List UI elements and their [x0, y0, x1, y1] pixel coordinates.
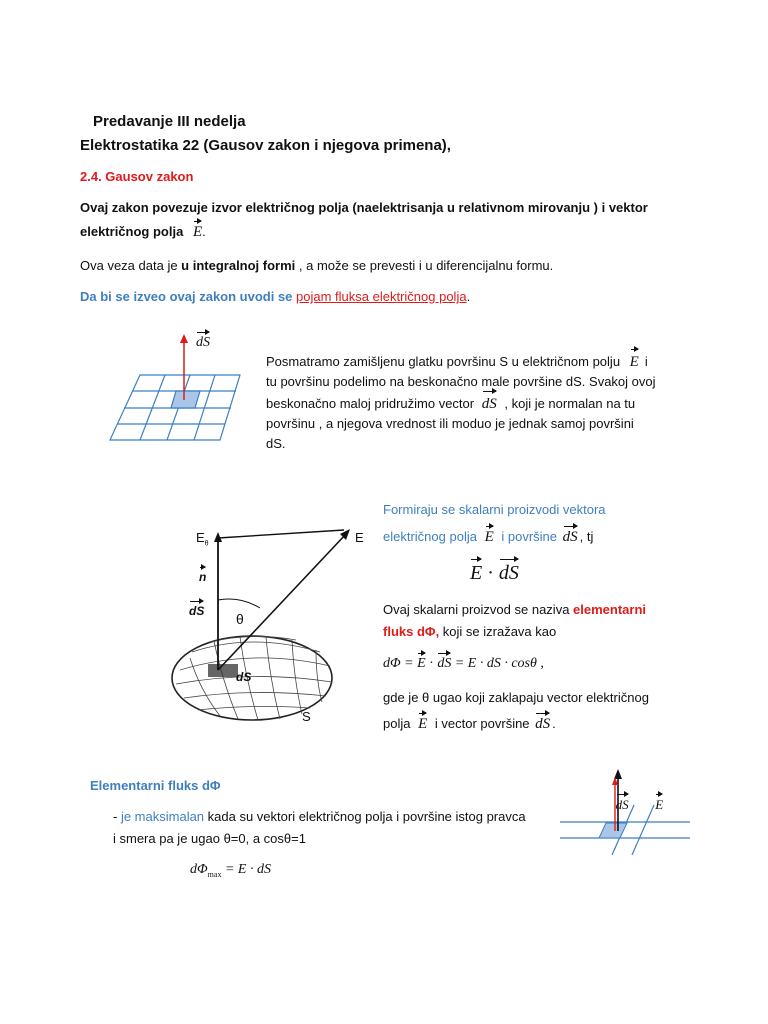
para1-l3b: , koji je normalan na tu — [504, 396, 636, 411]
para2-l6a: polja — [383, 716, 411, 731]
para2-l2a: električnog polja — [383, 529, 477, 544]
elem-f-sub: max — [207, 869, 222, 879]
intro-line-1: Ovaj zakon povezuje izvor električnog polja (naelektrisanja u relativnom mirovanju ) i vektor — [80, 200, 648, 215]
fig2-e-theta-sub: θ — [204, 540, 209, 548]
fig2-theta: θ — [236, 611, 244, 627]
elem-bullet-1 — [113, 809, 526, 824]
elem-heading: Elementarni fluks dΦ — [90, 778, 221, 793]
vector-e-symbol: E — [484, 529, 494, 545]
para2-line-2 — [383, 529, 593, 546]
f2-dot: · — [429, 656, 434, 671]
para1-l1a: Posmatramo zamišljenu glatku površinu S u električnom polju — [266, 354, 621, 369]
para2-l3a: Ovaj skalarni proizvod se naziva — [383, 602, 574, 617]
dot-product-formula — [470, 562, 519, 585]
elem-f-a: dΦ — [190, 862, 208, 877]
intro-p2-c: , a može se prevesti i u diferencijalnu formu. — [295, 258, 554, 273]
para2-l4red: fluks dΦ, — [383, 624, 440, 639]
para1-l1b: i — [644, 354, 648, 369]
f2-rest: = E · dS · cosθ , — [454, 656, 544, 671]
intro-p3-blue: Da bi se izveo ovaj zakon uvodi se — [80, 289, 297, 304]
para2-line-5: gde je θ ugao koji zaklapaju vector električnog — [383, 690, 649, 705]
para2-l6c: . — [552, 716, 556, 731]
fig2-e-label: E — [355, 530, 364, 545]
fig2-s-label: S — [302, 709, 311, 724]
f2-ds: dS — [437, 656, 452, 671]
para1-l5: dS. — [266, 436, 286, 451]
para2-l3red: elementarni — [573, 602, 647, 617]
vector-ds-symbol: dS — [481, 396, 497, 412]
fig2-ds-vector-text: dS — [189, 604, 205, 618]
elem-dash: - — [113, 809, 121, 824]
formula-e: E — [470, 562, 483, 584]
elem-max: je maksimalan — [120, 809, 205, 824]
para2-l2c: , tj — [579, 529, 594, 544]
max-flux-formula — [190, 862, 271, 879]
fig2-n-label — [199, 570, 206, 584]
intro-p3-end: . — [466, 289, 471, 304]
lecture-title: Predavanje III nedelja — [93, 113, 246, 130]
para2-line-4 — [383, 624, 556, 639]
parallel-vectors-figure — [560, 765, 700, 875]
fig2-n-text: n — [199, 570, 207, 584]
fig3-ds-label: dS — [615, 797, 629, 812]
fig2-ds-label: dS — [236, 670, 252, 684]
elem-b1-rest: kada su vektori električnog polja i površine istog pravca — [204, 809, 526, 824]
f2-e: E — [417, 656, 426, 671]
section-heading: 2.4. Gausov zakon — [80, 169, 194, 184]
para2-l2b: i površine — [501, 529, 558, 544]
para1-l3a: beskonačno maloj pridružimo vector — [266, 396, 475, 411]
formula-dot: · — [487, 562, 494, 584]
para2-line-1: Formiraju se skalarni proizvodi vektora — [383, 502, 606, 517]
para2-line-3 — [383, 602, 646, 617]
intro-line-2-text: električnog polja — [80, 224, 184, 239]
vector-ds-symbol: dS — [535, 716, 551, 732]
fig1-ds-label: dS — [196, 335, 210, 350]
topic-title: Elektrostatika 22 (Gausov zakon i njegova primena), — [80, 137, 451, 154]
para1-l2: tu površinu podelimo na beskonačno male površine dS. Svakoj ovoj — [266, 374, 656, 389]
vector-ds-symbol: dS — [562, 529, 578, 545]
para2-l6b: i vector površine — [434, 716, 530, 731]
para2-l4b: koji se izražava kao — [439, 624, 557, 639]
f2-a: dΦ = — [383, 656, 414, 671]
intro-line-4 — [80, 289, 470, 304]
flux-formula — [383, 656, 544, 672]
surface-grid-figure — [110, 330, 250, 450]
formula-ds: dS — [498, 562, 519, 584]
flux-disk-figure — [170, 520, 370, 740]
vector-e-symbol: E — [192, 224, 203, 240]
fig2-ds-vector — [189, 604, 204, 618]
vector-e-symbol: E — [418, 716, 428, 732]
para2-line-6 — [383, 716, 556, 733]
flux-concept-link: pojam fluksa električnog polja — [296, 289, 467, 304]
para1-l4: površinu , a njegova vrednost ili moduo je jednak samoj površini — [266, 416, 634, 431]
paragraph-surface — [266, 352, 656, 454]
fig3-e-label: E — [655, 797, 664, 812]
fig2-e-theta — [196, 530, 209, 548]
intro-p2-a: Ova veza data je — [80, 258, 182, 273]
intro-line-2: električnog polja E. — [80, 224, 206, 240]
intro-line-3 — [80, 258, 553, 273]
fig2-e-theta-letter: E — [196, 530, 205, 545]
elem-f-b: = E · dS — [224, 862, 271, 877]
intro-p2-b: u integralnoj formi — [181, 258, 296, 273]
vector-e-symbol: E — [629, 354, 639, 370]
elem-bullet-2: i smera pa je ugao θ=0, a cosθ=1 — [113, 831, 306, 846]
